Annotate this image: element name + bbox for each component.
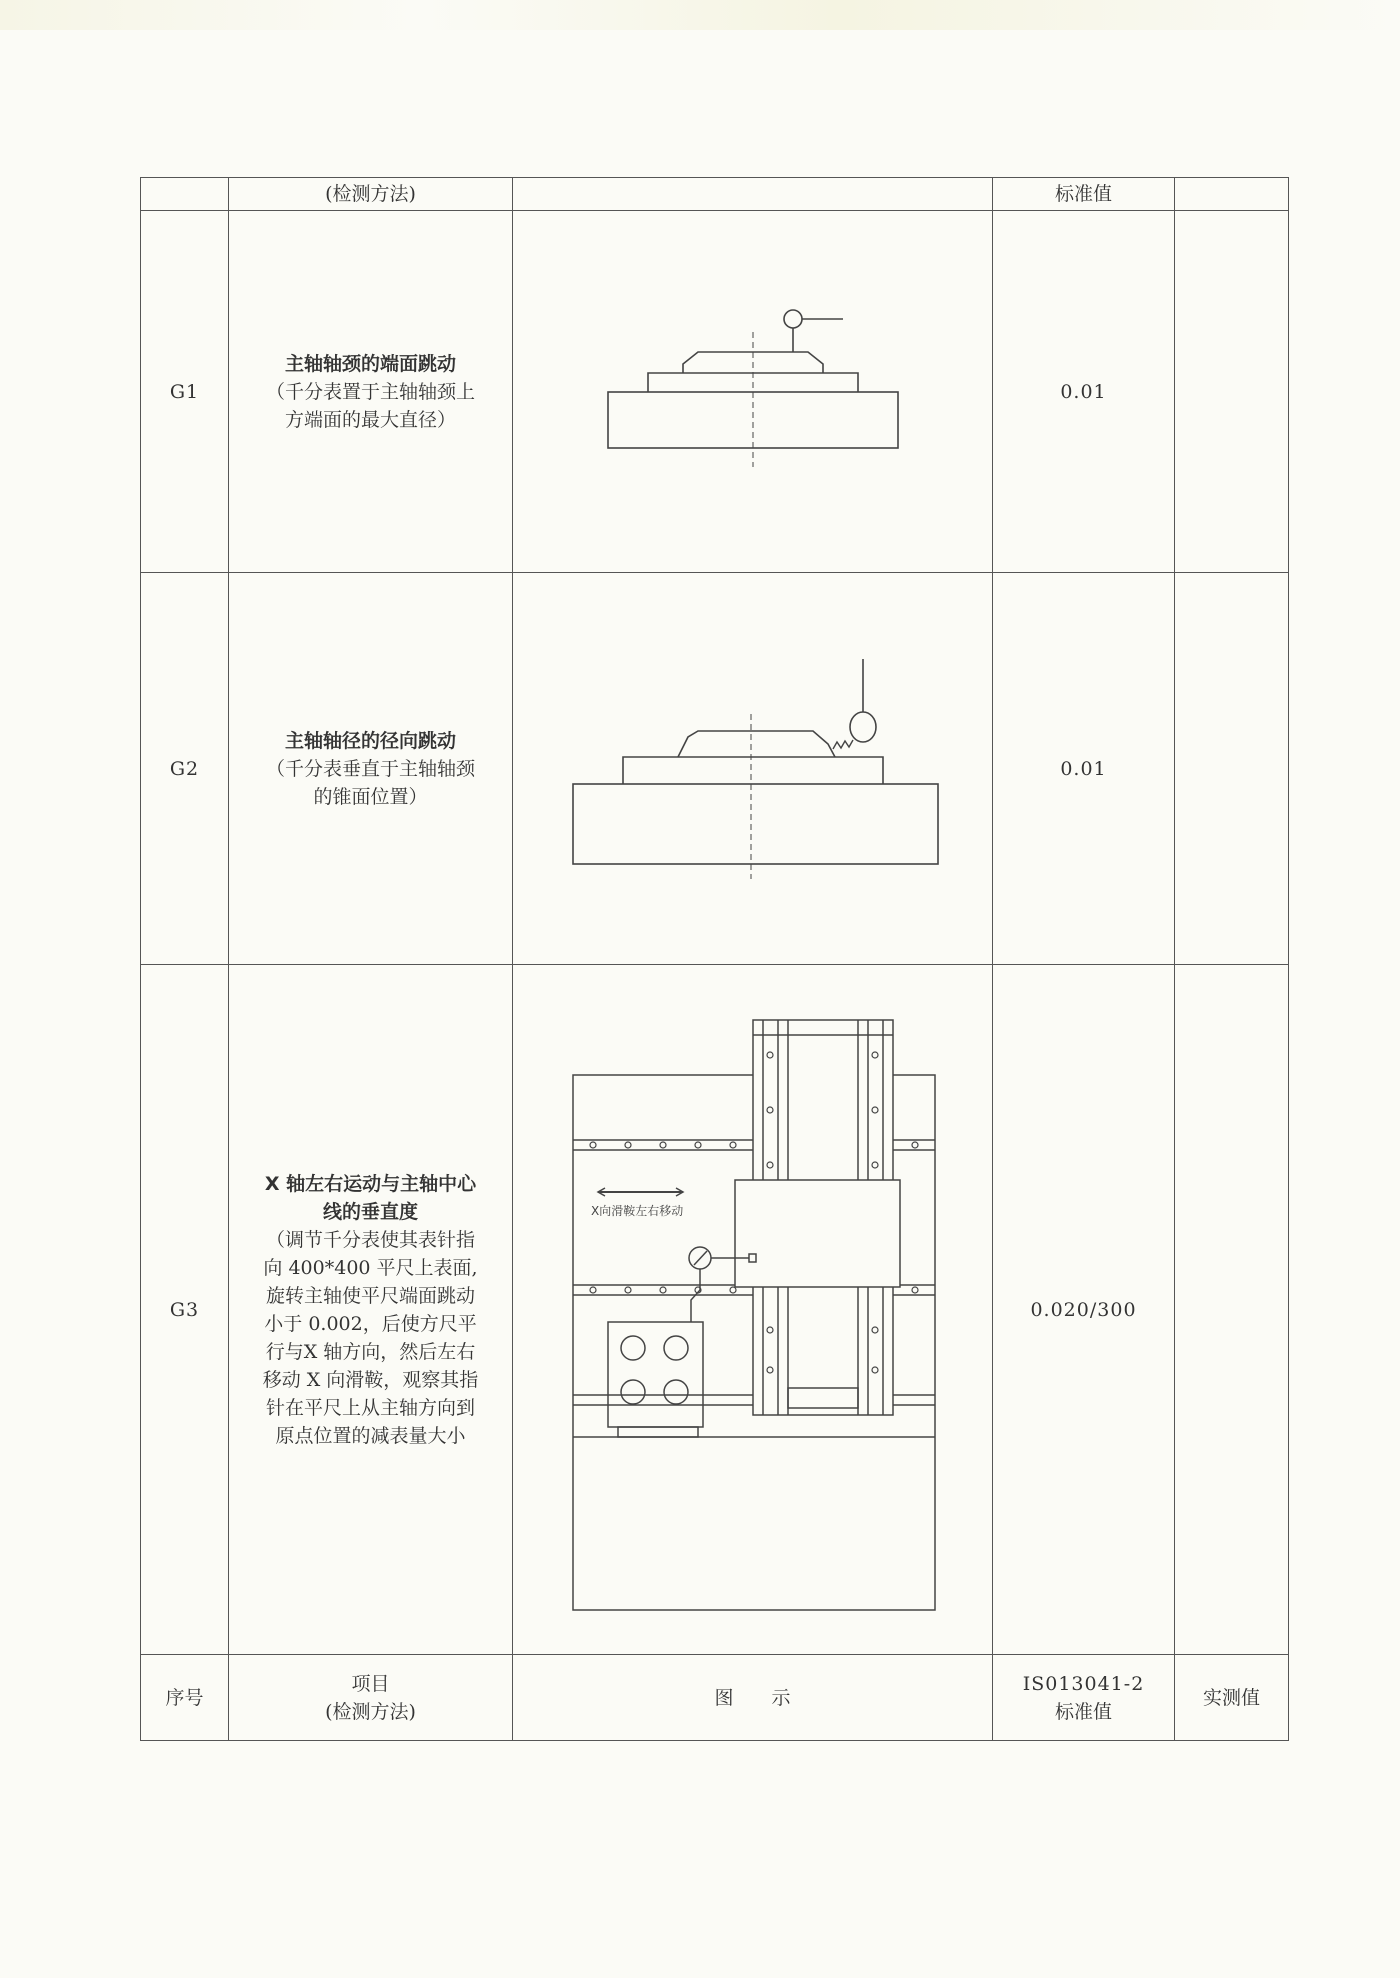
footer-measured-cell: 实测值 (1175, 1655, 1289, 1741)
row-id: G1 (141, 211, 229, 573)
item-title: 主轴轴颈的端面跳动 (284, 352, 456, 375)
rail-hole (625, 1287, 631, 1293)
standard-value: 0.01 (993, 573, 1175, 965)
item-desc-line: （千分表垂直于主轴轴颈 (265, 757, 475, 780)
footer-item-line1: 项目 (351, 1672, 390, 1695)
footer-standard-line1: IS013041-2 (1022, 1672, 1145, 1695)
item-cell (229, 211, 513, 573)
fixture-hole (621, 1380, 645, 1404)
rail-hole (590, 1142, 596, 1148)
scan-top-edge (0, 0, 1400, 30)
header-measured-cell (1175, 178, 1289, 211)
rail-hole (590, 1287, 596, 1293)
row-id: G2 (141, 573, 229, 965)
item-desc-line: 行与X 轴方向，然后左右 (265, 1340, 476, 1363)
item-title: 主轴轴径的径向跳动 (284, 729, 456, 752)
item-desc-line: 小于 0.002，后使方尺平 (264, 1312, 477, 1335)
diagram-cell (513, 573, 993, 965)
row-id: G3 (141, 965, 229, 1655)
dial-needle (694, 1251, 707, 1265)
dial-indicator-icon (784, 310, 802, 328)
footer-item-line2: (检测方法) (325, 1700, 416, 1723)
rail-hole (912, 1287, 918, 1293)
item-desc-line: 旋转主轴使平尺端面跳动 (265, 1284, 475, 1307)
rail-hole (625, 1142, 631, 1148)
measured-value[interactable] (1175, 211, 1289, 573)
inspection-table (140, 177, 1289, 1741)
item-desc-line: 针在平尺上从主轴方向到 (265, 1396, 475, 1419)
table-row-g1 (141, 211, 1289, 573)
rail-hole (660, 1142, 666, 1148)
table-row-g2 (141, 573, 1289, 965)
header-row (141, 178, 1289, 211)
fixture-hole (621, 1336, 645, 1360)
item-desc-line: （调节千分表使其表针指 (265, 1228, 475, 1251)
header-seq-cell (141, 178, 229, 211)
header-diagram-cell (513, 178, 993, 211)
spindle-base-shape (608, 392, 898, 448)
footer-standard-line2: 标准值 (1054, 1700, 1112, 1723)
spindle-head-box (735, 1180, 900, 1287)
item-cell (229, 965, 513, 1655)
table-row-g3 (141, 965, 1289, 1655)
item-desc-line: （千分表置于主轴轴颈上 (265, 380, 475, 403)
diagram-cell (513, 211, 993, 573)
rail-hole (695, 1142, 701, 1148)
dial-indicator-icon (850, 712, 876, 742)
standard-value: 0.020/300 (993, 965, 1175, 1655)
rail-hole (730, 1287, 736, 1293)
fixture-hole (664, 1380, 688, 1404)
spindle-middle-step (623, 757, 883, 784)
item-desc-line: 向 400*400 平尺上表面, (263, 1256, 478, 1279)
spindle-cone-top (678, 731, 835, 757)
rail-hole (730, 1142, 736, 1148)
item-title-line: 线的垂直度 (322, 1200, 418, 1223)
footer-diagram-cell: 图 示 (513, 1655, 993, 1741)
footer-item-cell (229, 1655, 513, 1741)
fixture-hole (664, 1336, 688, 1360)
spindle-face-runout-diagram (603, 292, 903, 492)
rail-hole (660, 1287, 666, 1293)
measured-value[interactable] (1175, 573, 1289, 965)
spindle-radial-runout-diagram (563, 644, 943, 894)
spindle-base-shape (573, 784, 938, 864)
footer-seq-cell: 序号 (141, 1655, 229, 1741)
x-axis-perpendicularity-diagram (563, 1000, 943, 1620)
fixture-base (618, 1427, 698, 1437)
standard-value: 0.01 (993, 211, 1175, 573)
item-cell (229, 573, 513, 965)
measured-value[interactable] (1175, 965, 1289, 1655)
header-method-cell: (检测方法) (229, 178, 513, 211)
figure-caption: X向滑鞍左右移动 (590, 1203, 683, 1218)
item-desc-line: 原点位置的减表量大小 (275, 1424, 466, 1447)
rail-hole (912, 1142, 918, 1148)
item-title-line: X 轴左右运动与主轴中心 (264, 1172, 477, 1195)
footer-header-row (141, 1655, 1289, 1741)
item-desc-line: 移动 X 向滑鞍，观察其指 (262, 1368, 479, 1391)
header-standard-cell: 标准值 (993, 178, 1175, 211)
indicator-spring-tip (833, 740, 853, 749)
item-desc-line: 的锥面位置） (313, 785, 428, 808)
footer-standard-cell (993, 1655, 1175, 1741)
item-desc-line: 方端面的最大直径） (284, 408, 456, 431)
diagram-cell (513, 965, 993, 1655)
square-fixture (608, 1322, 703, 1427)
